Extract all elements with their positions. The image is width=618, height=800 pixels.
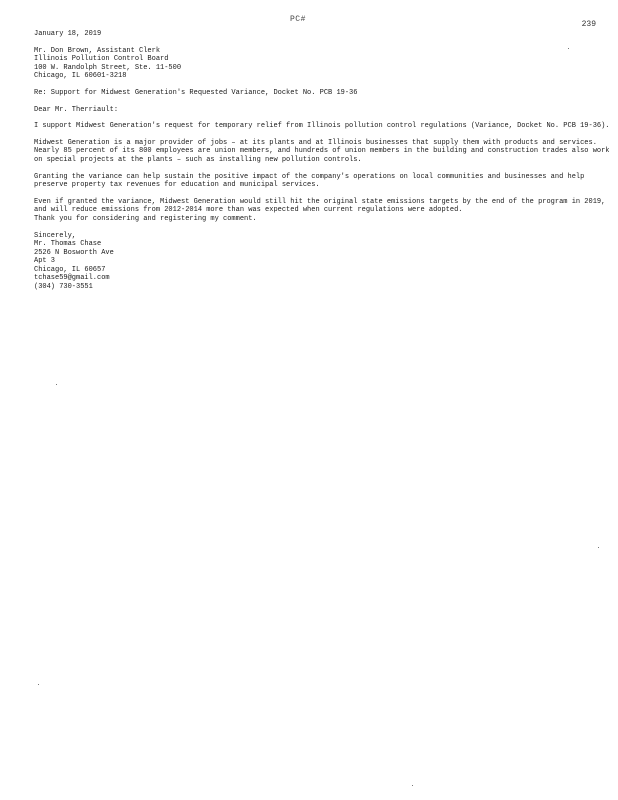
salutation: Dear Mr. Therriault: [34, 105, 119, 114]
recipient-block [34, 47, 610, 81]
thanks-line: Thank you for considering and registering my comment. [34, 214, 257, 223]
page-number: 239 [581, 20, 596, 29]
scan-speck [598, 547, 599, 548]
recipient-line: Mr. Don Brown, Assistant Clerk [34, 46, 161, 55]
body-paragraph: I support Midwest Generation's request for temporary relief from Illinois pollution control regulations (Variance, Docket No. PCB 19-36). [34, 122, 610, 131]
body-paragraph: Midwest Generation is a major provider of jobs – at its plants and at Illinois businesses that supply them with products and services. Nearly 85 percent of its 800 employees are union members, and hundreds of union members in the building and construction trades also work on special projects at the plants – such as installing new pollution controls. [34, 138, 610, 164]
recipient-line: Chicago, IL 60601-3218 [34, 72, 127, 81]
subject-line: Re: Support for Midwest Generation's Requested Variance, Docket No. PCB 19-36 [34, 88, 358, 97]
signature-line: (304) 730-3551 [34, 283, 93, 292]
scan-speck [38, 684, 39, 685]
signature-line: 2526 N Bosworth Ave [34, 248, 114, 257]
recipient-line: 100 W. Randolph Street, Ste. 11-500 [34, 63, 182, 72]
closing: Sincerely, [34, 231, 77, 240]
letter-body [34, 30, 610, 292]
signature-line: Apt 3 [34, 257, 56, 266]
signature-line: tchase59@gmail.com [34, 274, 110, 283]
letter-date: January 18, 2019 [34, 30, 102, 38]
scan-speck [568, 48, 569, 49]
page-stamp: PC# [290, 15, 306, 24]
recipient-line: Illinois Pollution Control Board [34, 55, 169, 64]
signature-block [34, 240, 610, 292]
scan-speck [412, 785, 413, 786]
scan-speck [56, 384, 57, 385]
signature-line: Mr. Thomas Chase [34, 240, 102, 249]
signature-line: Chicago, IL 60657 [34, 265, 106, 274]
body-paragraph: Granting the variance can help sustain the positive impact of the company's operations on local communities and businesses and help preserve property tax revenues for education and municipal services. [34, 172, 585, 190]
body-paragraph: Even if granted the variance, Midwest Generation would still hit the original state emissions targets by the end of the program in 2019, and will reduce emissions from 2012-2014 more than was expected when current regulations were adopted. [34, 197, 606, 215]
